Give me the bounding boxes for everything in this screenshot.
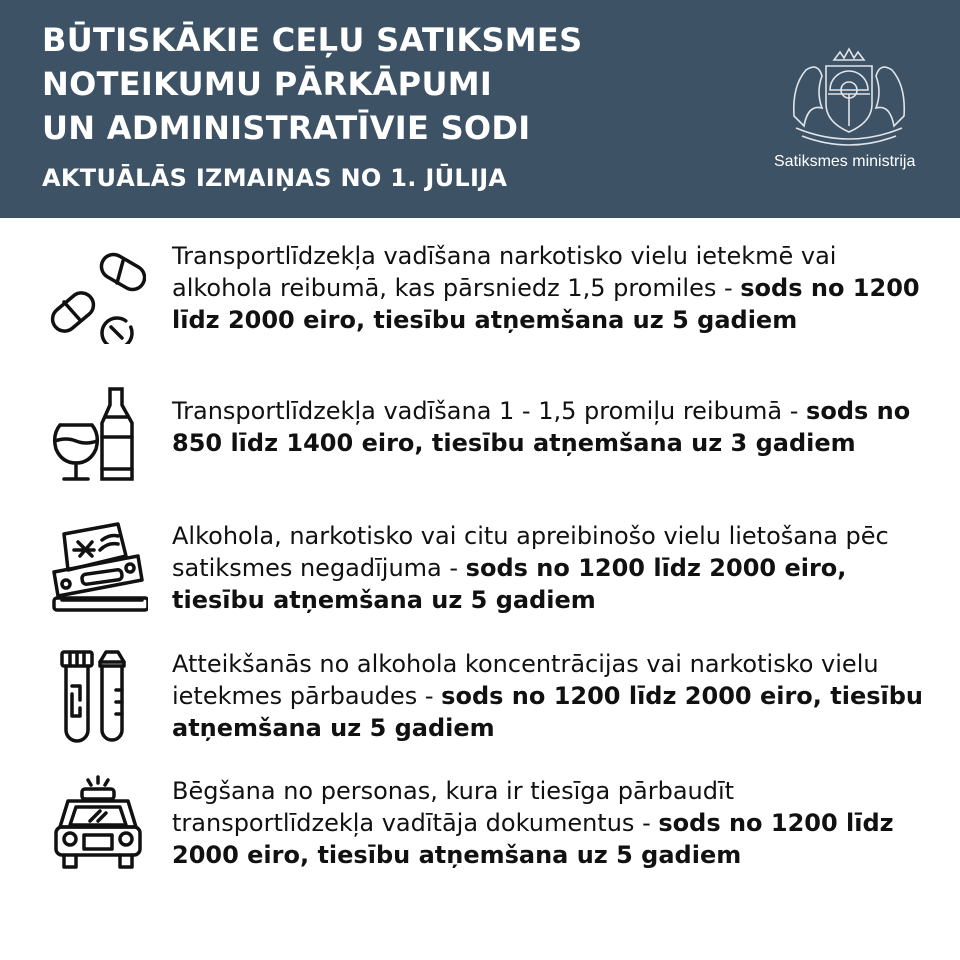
item-text — [172, 520, 932, 616]
item-description: Atteikšanās no alkohola koncentrācijas vai narkotisko vielu ietekmes pārbaudes - — [172, 650, 879, 710]
item-description: Alkohola, narkotisko vai citu apreibinošo vielu lietošana pēc satiksmes negadījuma - — [172, 522, 889, 582]
item-text — [172, 648, 932, 744]
item-text — [172, 395, 932, 459]
title-line: BŪTISKĀKIE CEĻU SATIKSMES — [42, 21, 583, 59]
page-title — [42, 18, 582, 150]
crashed-car-icon — [52, 522, 148, 614]
title-line: UN ADMINISTRATĪVIE SODI — [42, 109, 531, 147]
item-text — [172, 775, 932, 871]
item-penalty: sods no 1200 līdz 2000 eiro, tiesību atņemšana uz 5 gadiem — [172, 554, 847, 614]
title-line: NOTEIKUMU PĀRKĀPUMI — [42, 65, 493, 103]
item-description: Transportlīdzekļa vadīšana 1 - 1,5 promiļu reibumā - — [172, 397, 807, 425]
item-penalty: sods no 1200 līdz 2000 eiro, tiesību atņemšana uz 5 gadiem — [172, 682, 924, 742]
item-penalty: sods no 850 līdz 1400 eiro, tiesību atņemšana uz 3 gadiem — [172, 397, 911, 457]
item-description: Transportlīdzekļa vadīšana narkotisko vielu ietekmē vai alkohola reibumā, kas pārsniedz 1,5 promiles - — [172, 242, 837, 302]
item-penalty: sods no 1200 līdz 2000 eiro, tiesību atņemšana uz 5 gadiem — [172, 274, 920, 334]
subtitle: AKTUĀLĀS IZMAIŅAS NO 1. JŪLIJA — [42, 164, 508, 192]
item-text — [172, 240, 932, 336]
test-tubes-icon — [60, 650, 132, 746]
ministry-name: Satiksmes ministrija — [774, 153, 916, 170]
wine-bottle-icon — [52, 387, 136, 483]
pills-icon — [50, 250, 146, 344]
item-penalty: sods no 1200 līdz 2000 eiro, tiesību atņemšana uz 5 gadiem — [172, 809, 894, 869]
police-car-icon — [54, 775, 142, 871]
header-banner — [0, 0, 960, 218]
coat-of-arms-logo — [786, 46, 912, 146]
item-description: Bēgšana no personas, kura ir tiesīga pārbaudīt transportlīdzekļa vadītāja dokumentus - — [172, 777, 735, 837]
